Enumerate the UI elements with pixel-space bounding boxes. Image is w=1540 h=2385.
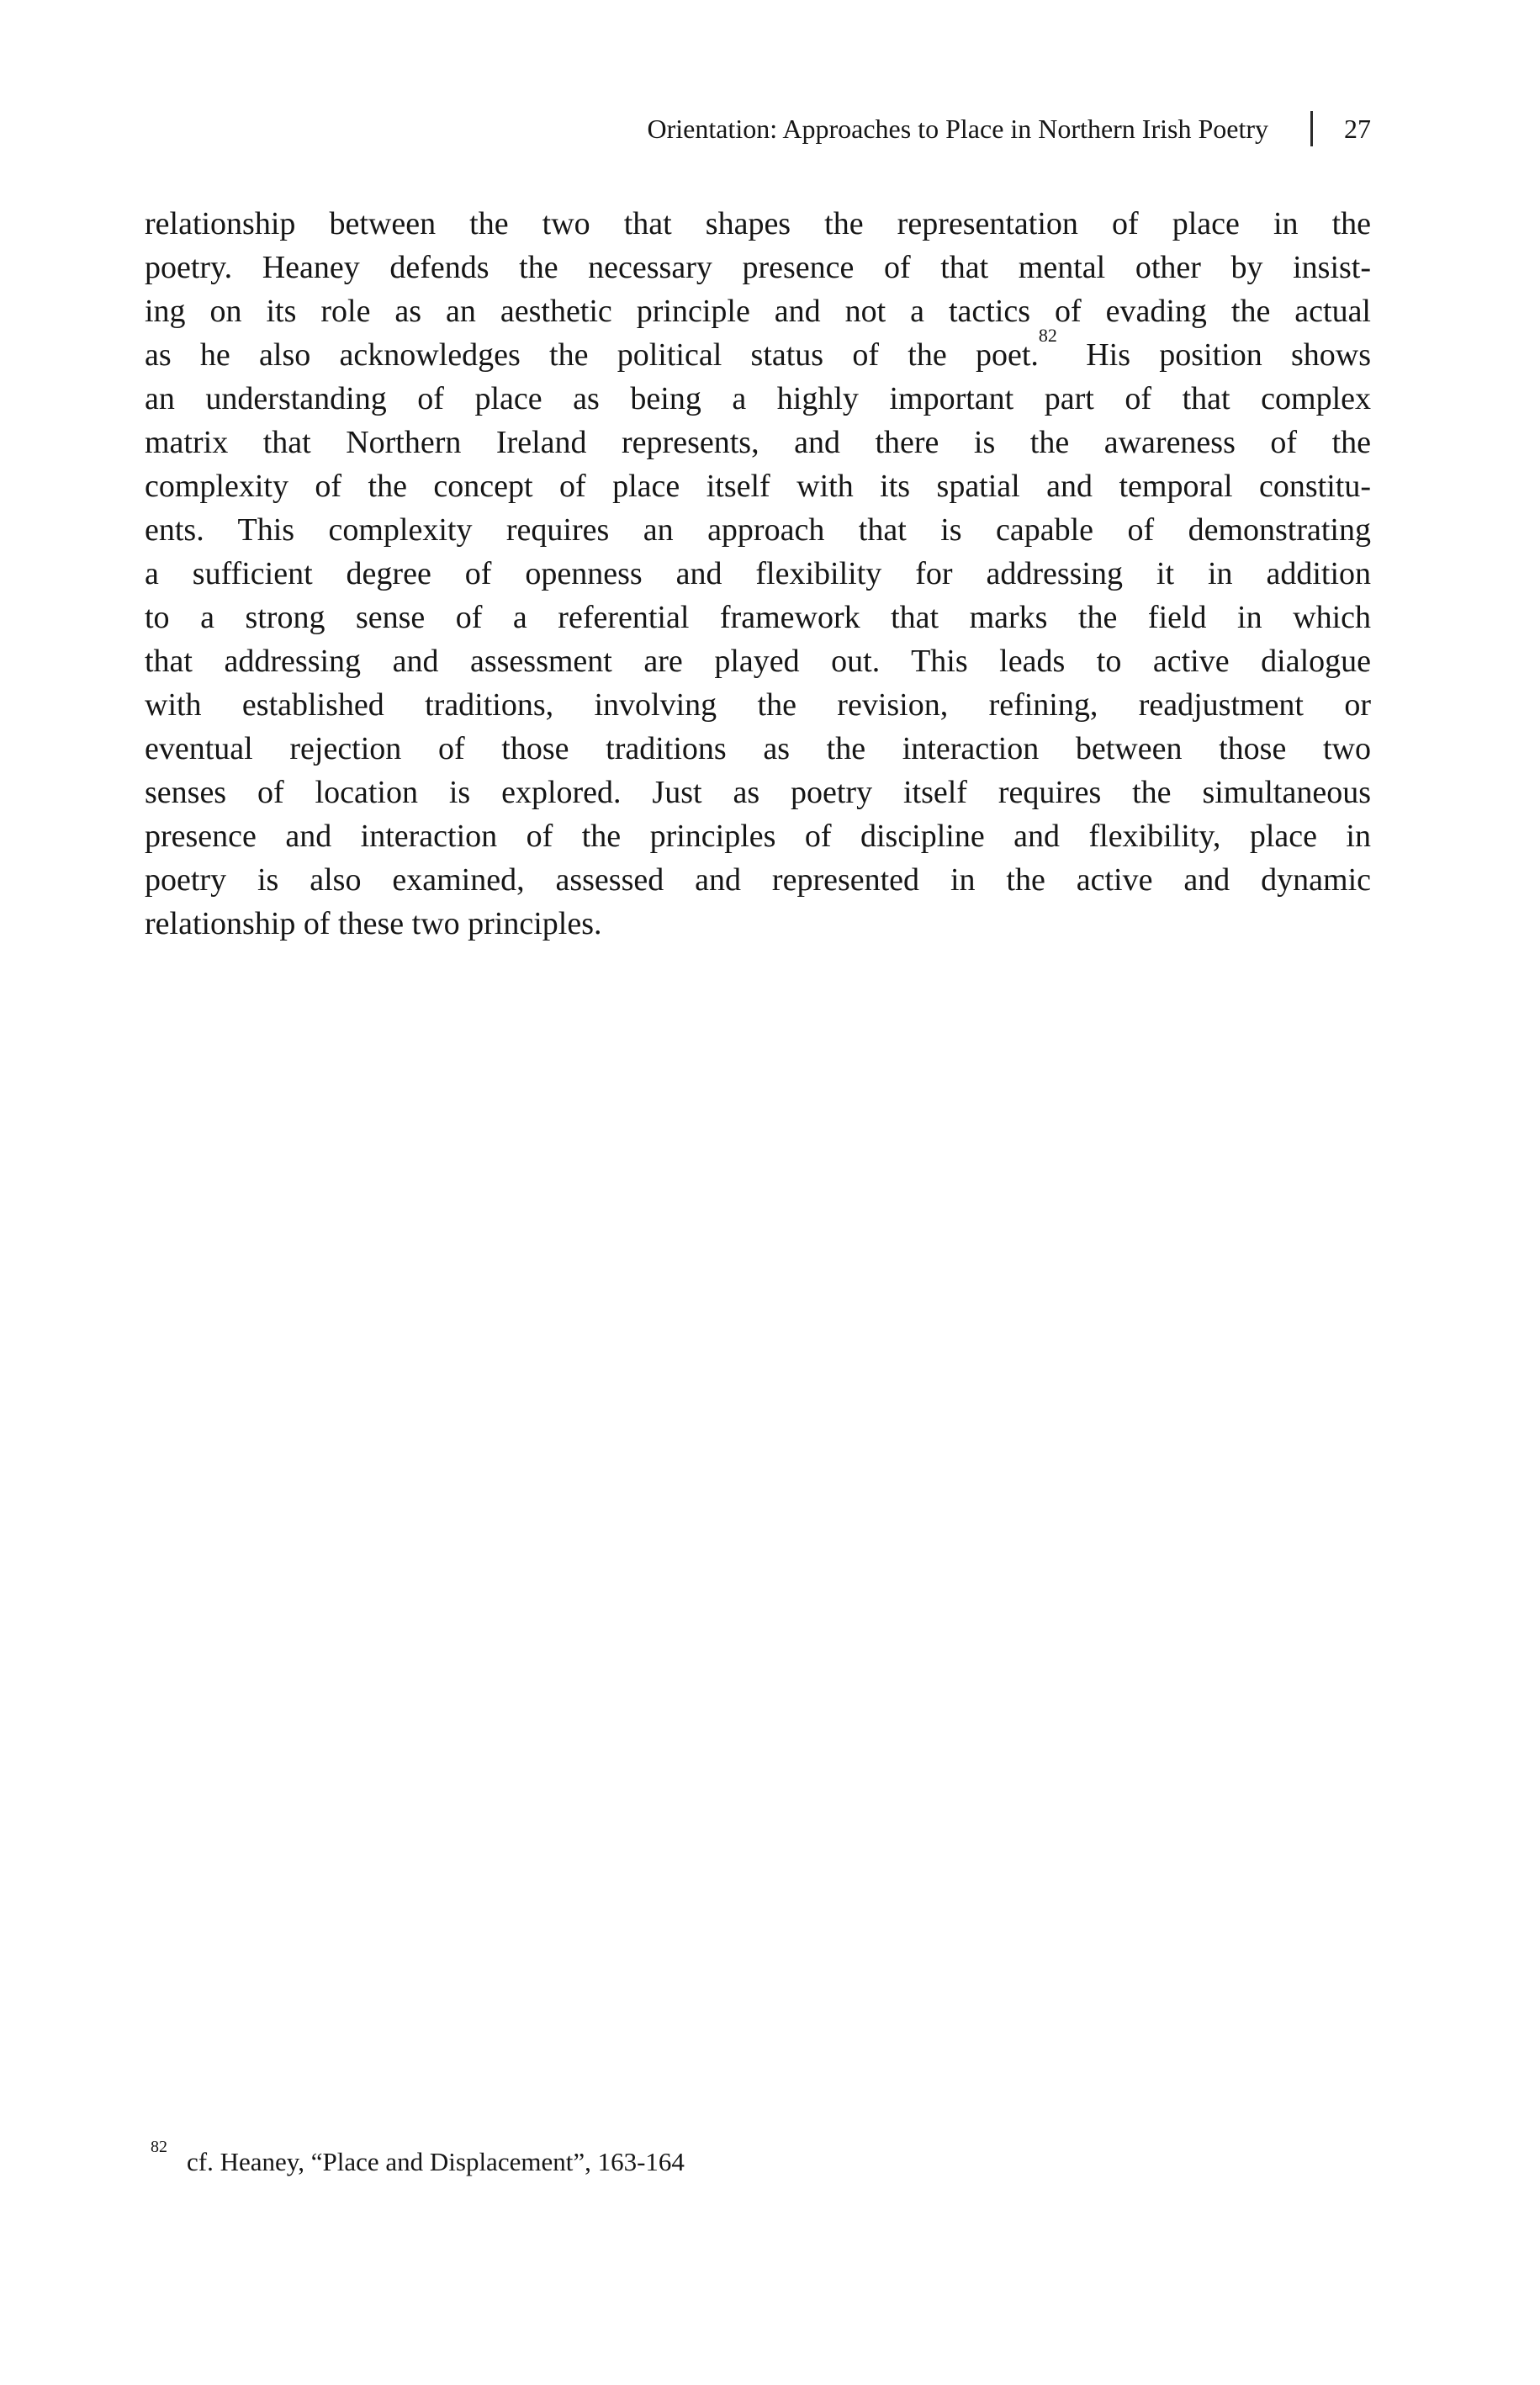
- body-line: relationship between the two that shapes the representation of place in the: [145, 206, 1371, 241]
- body-line: relationship of these two principles.: [145, 906, 602, 941]
- footnote-text: cf. Heaney, “Place and Displacement”, 163-164: [187, 2147, 685, 2176]
- body-line: poetry. Heaney defends the necessary presence of that mental other by insist-: [145, 250, 1371, 285]
- body-line: an understanding of place as being a highly important part of that complex: [145, 381, 1371, 416]
- body-line: ents. This complexity requires an approach that is capable of demonstrating: [145, 512, 1371, 548]
- running-header-title: Orientation: Approaches to Place in Northern Irish Poetry: [647, 113, 1268, 144]
- body-paragraph: [145, 202, 1371, 946]
- body-line-text: as he also acknowledges the political status of the poet.: [145, 337, 1039, 373]
- body-line: ing on its role as an aesthetic principle and not a tactics of evading the actual: [145, 294, 1371, 329]
- body-line: eventual rejection of those traditions as the interaction between those two: [145, 731, 1371, 766]
- body-line: that addressing and assessment are played out. This leads to active dialogue: [145, 644, 1371, 679]
- footnote-marker: 82: [151, 2137, 167, 2156]
- body-line: presence and interaction of the principles of discipline and flexibility, place in: [145, 819, 1371, 854]
- body-line: a sufficient degree of openness and flexibility for addressing it in addition: [145, 556, 1371, 591]
- running-header: [648, 108, 1371, 150]
- header-separator-bar: [1310, 111, 1313, 146]
- body-line: complexity of the concept of place itself with its spatial and temporal constitu-: [145, 469, 1371, 504]
- body-line: with established traditions, involving the revision, refining, readjustment or: [145, 687, 1371, 723]
- body-line: matrix that Northern Ireland represents, and there is the awareness of the: [145, 425, 1371, 460]
- footnote-ref-marker: 82: [1038, 325, 1057, 347]
- footnote: [151, 2137, 685, 2180]
- body-line: senses of location is explored. Just as poetry itself requires the simultaneous: [145, 775, 1371, 810]
- body-line: poetry is also examined, assessed and represented in the active and dynamic: [145, 862, 1371, 898]
- body-line: to a strong sense of a referential framework that marks the field in which: [145, 600, 1371, 635]
- body-line-with-footnote-ref: [145, 325, 1371, 377]
- page-number: 27: [1344, 113, 1371, 144]
- body-line-text: His position shows: [1086, 337, 1371, 373]
